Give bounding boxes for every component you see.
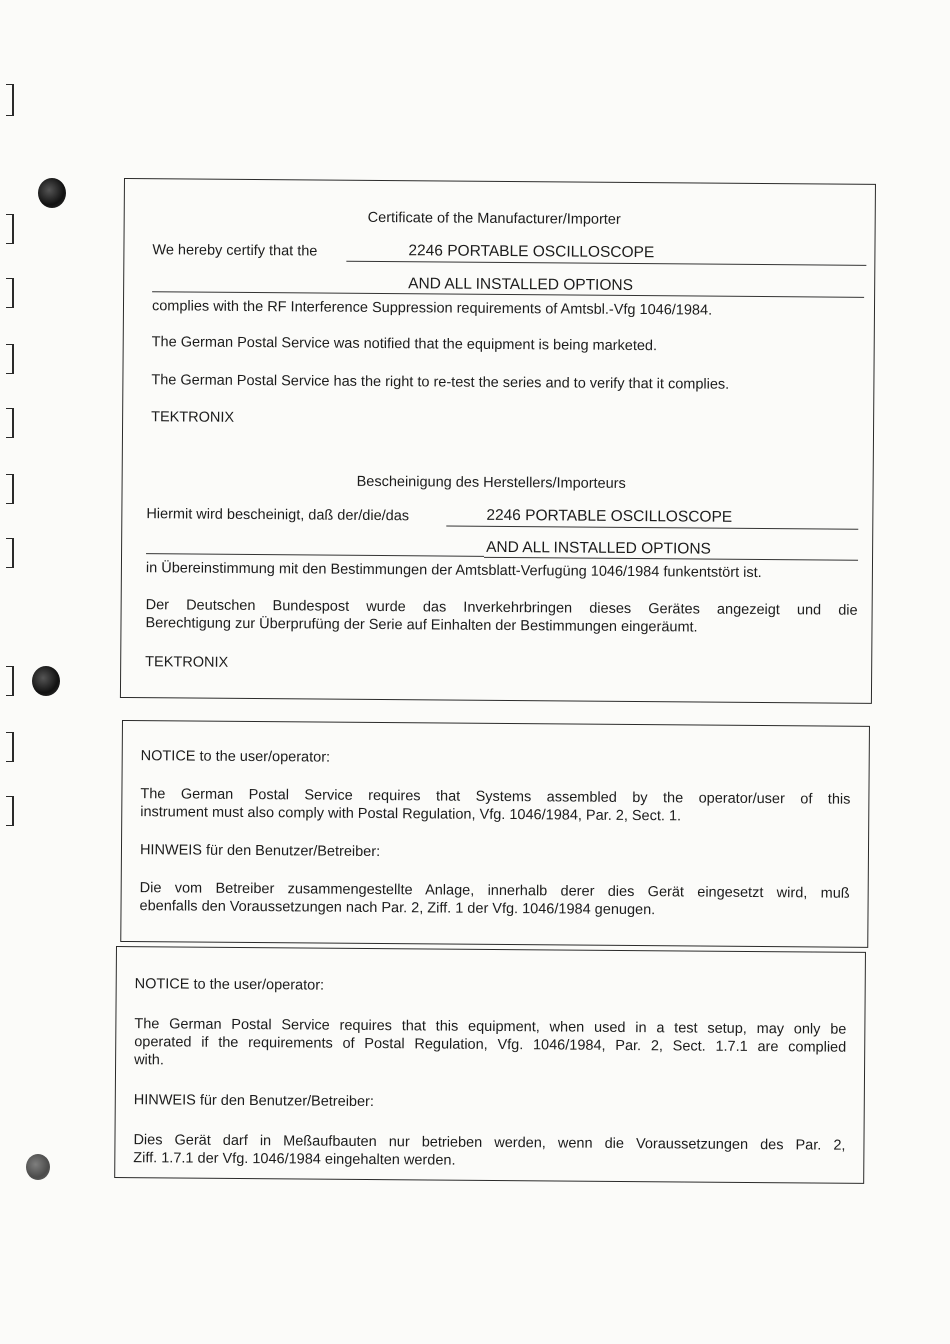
notice-systems-text-de-1: Die vom Betreiber zusammengestellte Anlage, innerhalb derer dies Gerät eingesetzt wird, muß bbox=[139, 880, 850, 902]
certificate-box bbox=[120, 178, 876, 704]
fill-in-line bbox=[446, 526, 858, 530]
binding-bracket bbox=[6, 474, 14, 504]
certify-prefix-de: Hiermit wird bescheinigt, daß der/die/das bbox=[146, 506, 410, 525]
binding-bracket bbox=[6, 344, 14, 374]
complies-text-de: in Übereinstimmung mit den Bestimmungen der Amtsblatt-Verfugüng 1046/1984 funkentstört ist. bbox=[145, 560, 762, 582]
notice-systems-text-1: The German Postal Service requires that Systems assembled by the operator/user of this bbox=[140, 786, 851, 808]
binding-bracket bbox=[6, 732, 14, 762]
punch-hole-icon bbox=[32, 666, 60, 696]
certify-prefix-en: We hereby certify that the bbox=[152, 242, 318, 260]
certificate-title-en: Certificate of the Manufacturer/Importer bbox=[367, 209, 621, 228]
notice-test-text-de-1: Dies Gerät darf in Meßaufbauten nur betrieben werden, wenn die Voraussetzungen des Par. 2, bbox=[133, 1132, 846, 1154]
binding-bracket bbox=[6, 278, 14, 308]
binding-bracket bbox=[6, 84, 14, 116]
notice-systems-heading-de: HINWEIS für den Benutzer/Betreiber: bbox=[139, 842, 381, 861]
fill-in-line bbox=[146, 553, 484, 557]
product-name-en: 2246 PORTABLE OSCILLOSCOPE bbox=[408, 242, 655, 262]
product-options-de: AND ALL INSTALLED OPTIONS bbox=[486, 538, 711, 558]
company-en: TEKTRONIX bbox=[151, 409, 235, 426]
notified-text-de-2: Berechtigung zur Überprufüng der Serie auf Einhalten der Bestimmungen eingeräumt. bbox=[145, 615, 698, 636]
certificate-title-de: Bescheinigung des Herstellers/Importeurs bbox=[356, 473, 626, 492]
fill-in-line bbox=[484, 557, 858, 561]
notice-test-text-1: The German Postal Service requires that this equipment, when used in a test setup, may only be bbox=[134, 1016, 847, 1038]
notice-test-text-de-2: Ziff. 1.7.1 der Vfg. 1046/1984 eingehalten werden. bbox=[133, 1150, 456, 1169]
binding-bracket bbox=[6, 408, 14, 438]
notified-text-en: The German Postal Service was notified that the equipment is being marketed. bbox=[151, 334, 658, 355]
company-de: TEKTRONIX bbox=[145, 654, 229, 671]
notified-text-de-1: Der Deutschen Bundespost wurde das Inverkehrbringen dieses Gerätes angezeigt und die bbox=[145, 597, 858, 619]
binding-bracket bbox=[6, 796, 14, 826]
binding-bracket bbox=[6, 214, 14, 244]
notice-systems-text-2: instrument must also comply with Postal Regulation, Vfg. 1046/1984, Par. 2, Sect. 1. bbox=[140, 804, 682, 825]
notice-test-box bbox=[114, 946, 866, 1184]
notice-systems-box bbox=[120, 720, 870, 948]
punch-hole-icon bbox=[38, 178, 66, 208]
notice-test-text-2: operated if the requirements of Postal Regulation, Vfg. 1046/1984, Par. 2, Sect. 1.7.1 are complied bbox=[134, 1034, 847, 1056]
notice-systems-heading: NOTICE to the user/operator: bbox=[140, 748, 331, 766]
product-name-de: 2246 PORTABLE OSCILLOSCOPE bbox=[486, 506, 733, 526]
notice-test-text-3: with. bbox=[134, 1052, 164, 1069]
binding-bracket bbox=[6, 666, 14, 696]
notice-test-heading: NOTICE to the user/operator: bbox=[134, 976, 325, 994]
binding-bracket bbox=[6, 538, 14, 568]
notice-systems-text-de-2: ebenfalls den Voraussetzungen nach Par. 2, Ziff. 1 der Vfg. 1046/1984 genugen. bbox=[139, 898, 656, 919]
retest-text-en: The German Postal Service has the right to re-test the series and to verify that it complies. bbox=[151, 372, 730, 393]
punch-hole-icon bbox=[26, 1154, 50, 1180]
product-options-en: AND ALL INSTALLED OPTIONS bbox=[408, 275, 634, 295]
complies-text-en: complies with the RF Interference Suppression requirements of Amtsbl.-Vfg 1046/1984. bbox=[151, 298, 713, 319]
notice-test-heading-de: HINWEIS für den Benutzer/Betreiber: bbox=[133, 1092, 375, 1111]
